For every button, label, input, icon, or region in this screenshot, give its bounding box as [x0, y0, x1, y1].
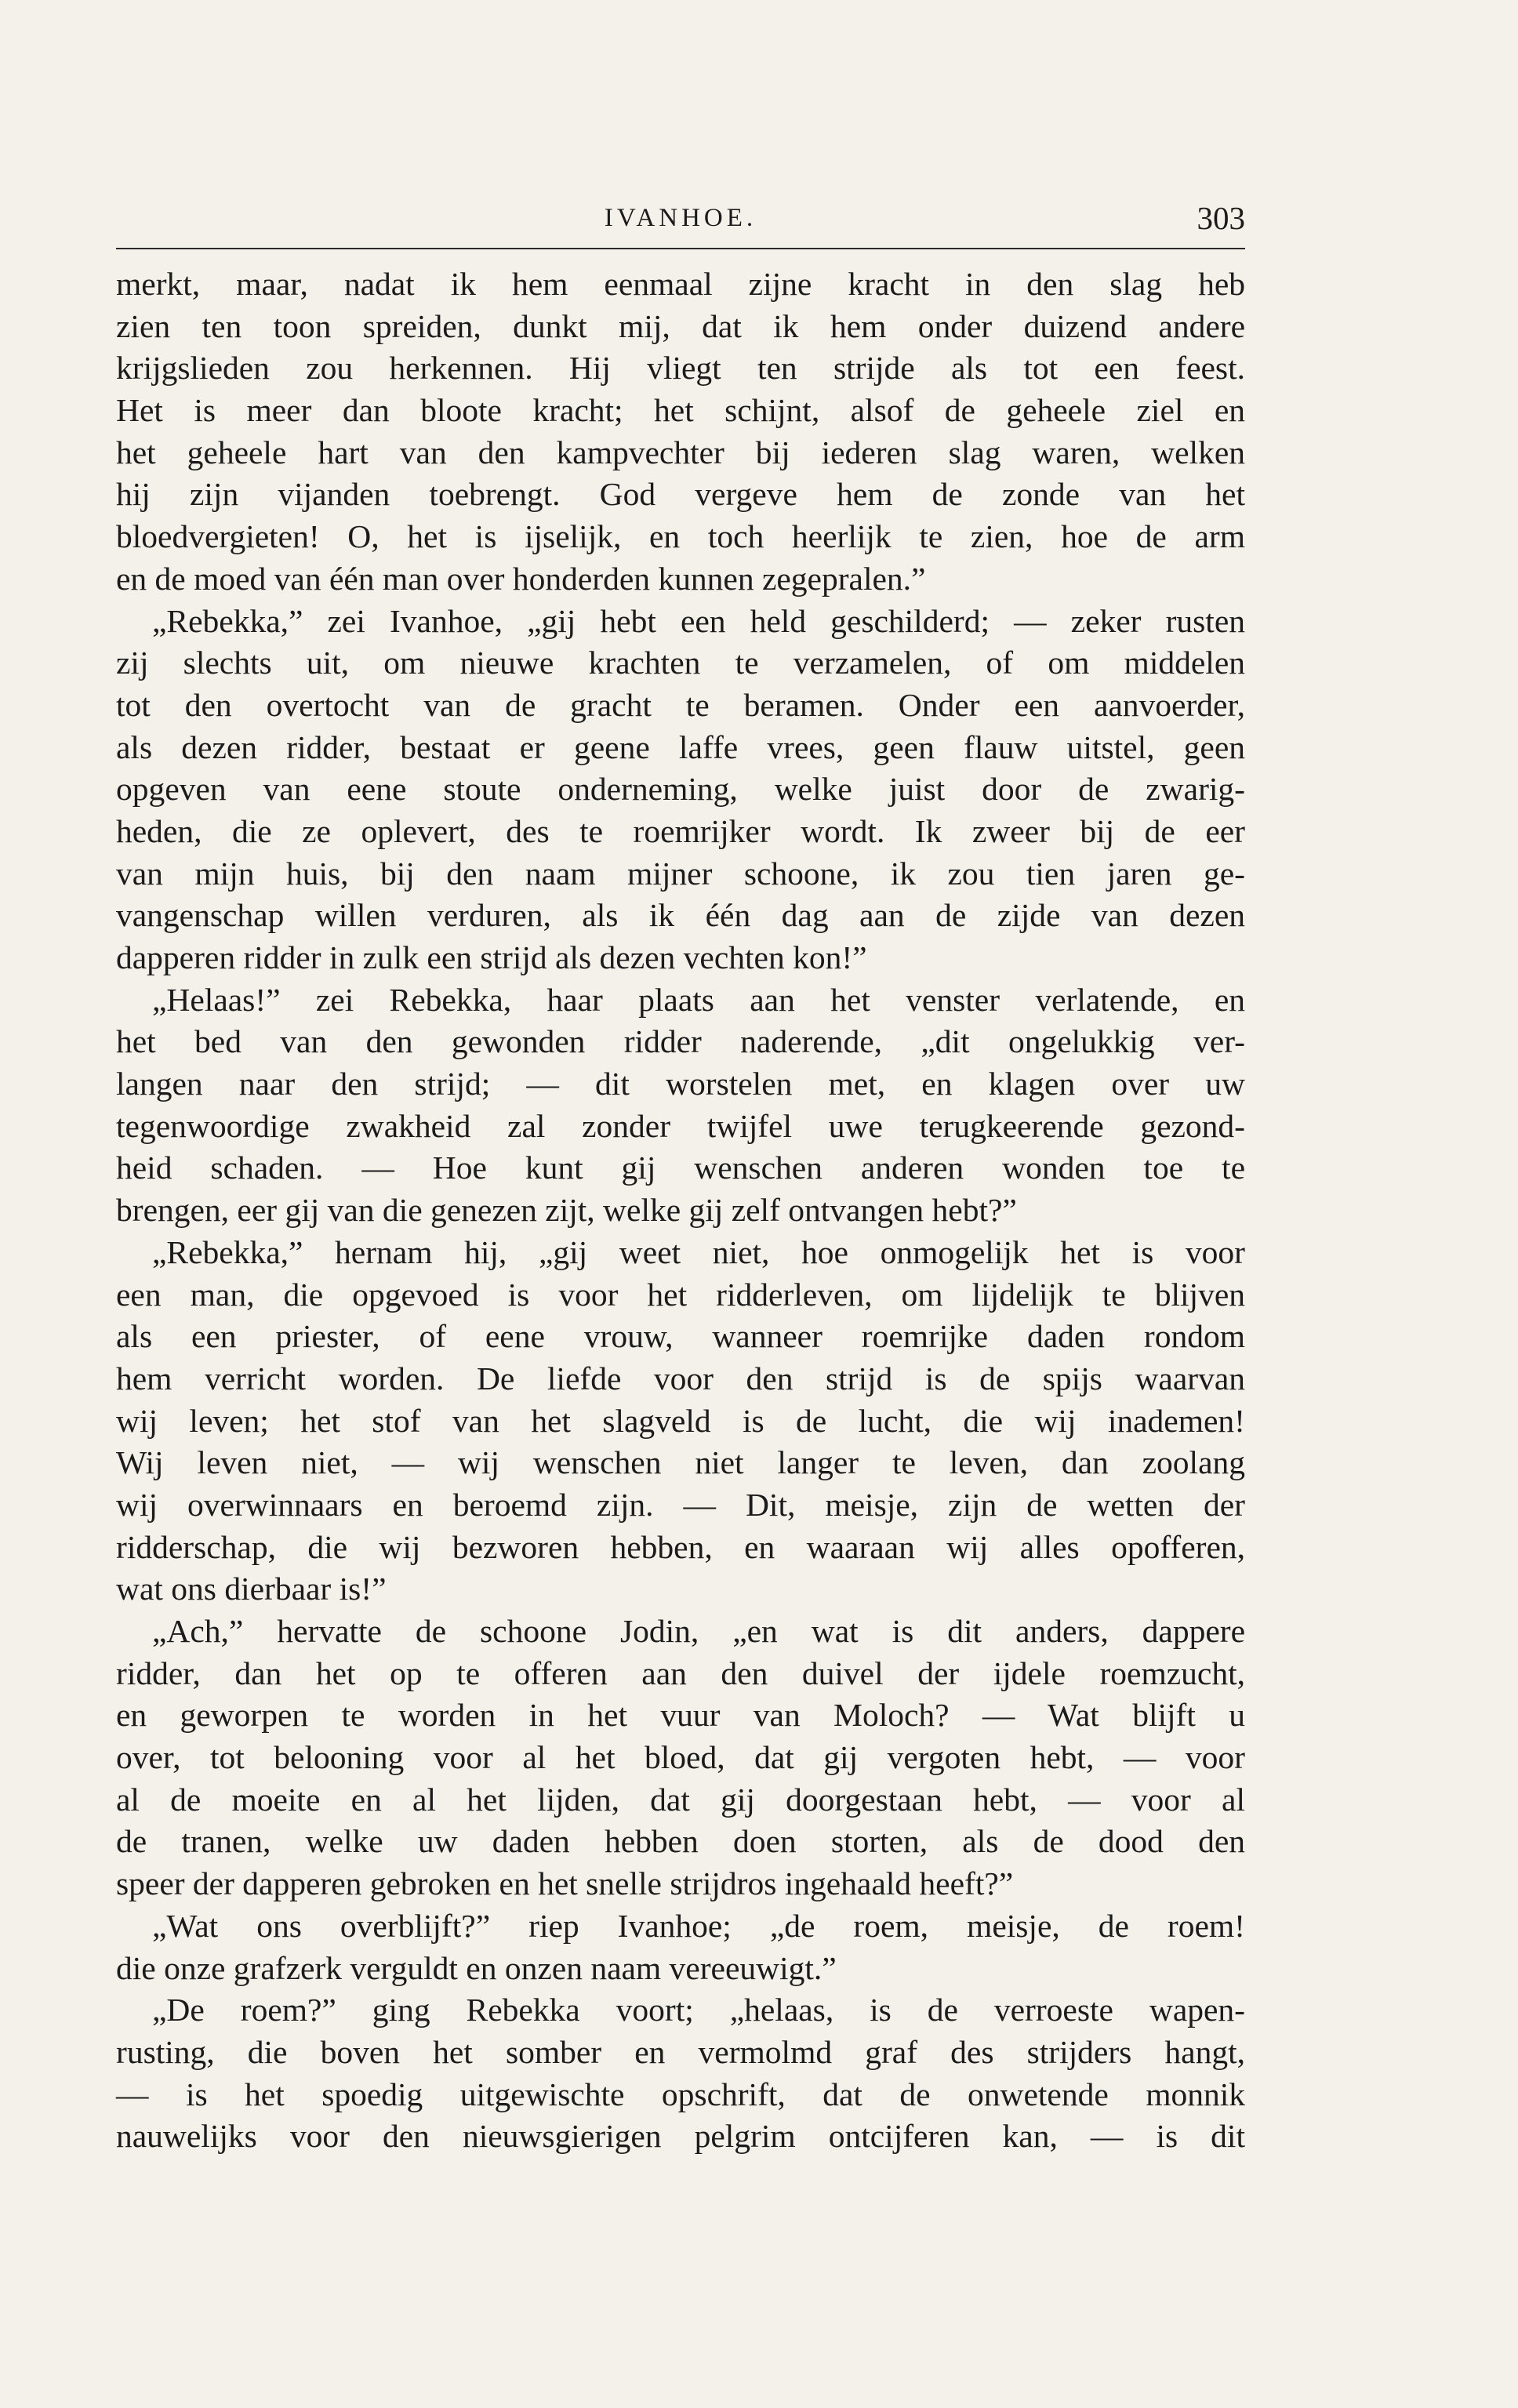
text-line: brengen, eer gij van die genezen zijt, welke gij zelf ontvangen hebt?”: [116, 1192, 1017, 1229]
text-line: „Rebekka,” zei Ivanhoe, „gij hebt een held geschilderd; — zeker rusten: [152, 602, 1245, 639]
text-line: heid schaden. — Hoe kunt gij wenschen anderen wonden toe te: [116, 1150, 1245, 1186]
text-line: — is het spoedig uitgewischte opschrift, dat de onwetende monnik: [116, 2076, 1245, 2112]
text-line: het bed van den gewonden ridder naderende, „dit ongelukkig ver-: [116, 1023, 1245, 1060]
text-line: het geheele hart van den kampvechter bij iederen slag waren, welken: [116, 434, 1245, 470]
text-line: wij leven; het stof van het slagveld is de lucht, die wij inademen!: [116, 1402, 1245, 1439]
text-line: ridder, dan het op te offeren aan den duivel der ijdele roemzucht,: [116, 1654, 1245, 1691]
body-text: [116, 263, 1245, 2158]
header-rule: [116, 248, 1245, 249]
page-number: 303: [1197, 200, 1245, 236]
text-line: krijgslieden zou herkennen. Hij vliegt ten strijde als tot een feest.: [116, 350, 1245, 387]
text-line: vangenschap willen verduren, als ik één dag aan de zijde van dezen: [116, 897, 1245, 934]
text-line: Wij leven niet, — wij wenschen niet langer te leven, dan zoolang: [116, 1444, 1245, 1481]
text-line: opgeven van eene stoute onderneming, welke juist door de zwarig-: [116, 771, 1245, 808]
text-line: heden, die ze oplevert, des te roemrijker wordt. Ik zweer bij de eer: [116, 812, 1245, 849]
text-line: dapperen ridder in zulk een strijd als dezen vechten kon!”: [116, 939, 867, 975]
text-line: nauwelijks voor den nieuwsgierigen pelgrim ontcijferen kan, — is dit: [116, 2118, 1245, 2155]
running-title: IVANHOE.: [604, 204, 757, 232]
running-header: [116, 198, 1245, 237]
text-line: speer der dapperen gebroken en het snelle strijdros ingehaald heeft?”: [116, 1865, 1014, 1902]
text-line: langen naar den strijd; — dit worstelen met, en klagen over uw: [116, 1066, 1245, 1102]
text-line: „Ach,” hervatte de schoone Jodin, „en wat is dit anders, dappere: [152, 1613, 1245, 1649]
text-line: „Helaas!” zei Rebekka, haar plaats aan het venster verlatende, en: [152, 981, 1245, 1018]
text-line: van mijn huis, bij den naam mijner schoone, ik zou tien jaren ge-: [116, 855, 1245, 892]
text-line: en de moed van één man over honderden kunnen zegepralen.”: [116, 560, 926, 597]
text-line: merkt, maar, nadat ik hem eenmaal zijne kracht in den slag heb: [116, 266, 1245, 302]
text-line: zij slechts uit, om nieuwe krachten te verzamelen, of om middelen: [116, 645, 1245, 681]
text-line: een man, die opgevoed is voor het ridderleven, om lijdelijk te blijven: [116, 1276, 1245, 1313]
text-line: die onze grafzerk verguldt en onzen naam vereeuwigt.”: [116, 1949, 837, 1986]
text-line: wij overwinnaars en beroemd zijn. — Dit, meisje, zijn de wetten der: [116, 1486, 1245, 1523]
text-line: als een priester, of eene vrouw, wanneer roemrijke daden rondom: [116, 1318, 1245, 1355]
text-line: zien ten toon spreiden, dunkt mij, dat ik hem onder duizend andere: [116, 307, 1245, 344]
text-line: hij zijn vijanden toebrengt. God vergeve hem de zonde van het: [116, 476, 1245, 513]
text-line: tot den overtocht van de gracht te beramen. Onder een aanvoerder,: [116, 686, 1245, 723]
text-line: hem verricht worden. De liefde voor den strijd is de spijs waarvan: [116, 1360, 1245, 1396]
text-line: als dezen ridder, bestaat er geene laffe vrees, geen flauw uitstel, geen: [116, 728, 1245, 765]
text-line: „Wat ons overblijft?” riep Ivanhoe; „de roem, meisje, de roem!: [152, 1907, 1245, 1944]
text-line: „De roem?” ging Rebekka voort; „helaas, is de verroeste wapen-: [152, 1992, 1245, 2028]
text-line: wat ons dierbaar is!”: [116, 1571, 387, 1607]
text-line: rusting, die boven het somber en vermolmd graf des strijders hangt,: [116, 2033, 1245, 2070]
text-line: tegenwoordige zwakheid zal zonder twijfel uwe terugkeerende gezond-: [116, 1107, 1245, 1144]
text-line: en geworpen te worden in het vuur van Moloch? — Wat blijft u: [116, 1697, 1245, 1734]
text-line: over, tot belooning voor al het bloed, dat gij vergoten hebt, — voor: [116, 1739, 1245, 1776]
text-line: al de moeite en al het lijden, dat gij doorgestaan hebt, — voor al: [116, 1781, 1245, 1818]
text-line: de tranen, welke uw daden hebben doen storten, als de dood den: [116, 1823, 1245, 1860]
text-line: bloedvergieten! O, het is ijselijk, en toch heerlijk te zien, hoe de arm: [116, 518, 1245, 555]
text-line: Het is meer dan bloote kracht; het schijnt, alsof de geheele ziel en: [116, 392, 1245, 429]
text-line: ridderschap, die wij bezworen hebben, en waaraan wij alles opofferen,: [116, 1528, 1245, 1565]
text-line: „Rebekka,” hernam hij, „gij weet niet, hoe onmogelijk het is voor: [152, 1233, 1245, 1270]
